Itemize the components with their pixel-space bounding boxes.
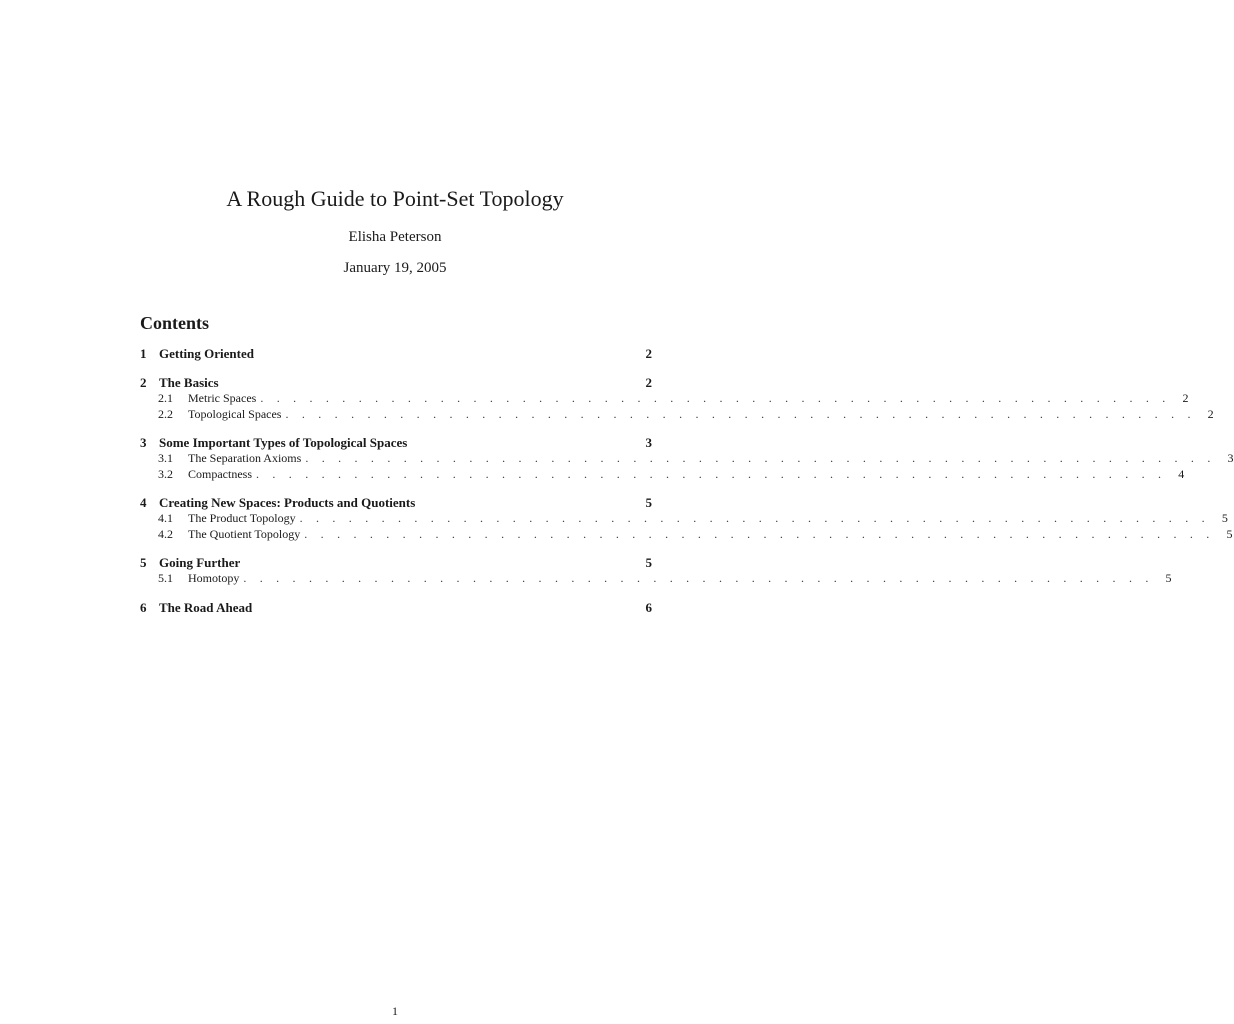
toc-section-number: 2 — [140, 375, 147, 390]
toc-leader-dots: . . . . . . . . . . . . . . . . . . . . . . . . . . . . . . . . . . . . . . . . . . . . . . . . . . . . . . . . — [285, 406, 1196, 421]
toc-subsection-page: 5 — [1165, 571, 1172, 585]
toc-section-page: 2 — [645, 346, 652, 361]
toc-subsection-page: 2 — [1207, 406, 1214, 421]
toc-section-1[interactable] — [140, 346, 652, 362]
toc-subsection-number: 5.1 — [158, 571, 173, 585]
toc-section-number: 3 — [140, 435, 147, 450]
toc-section-number: 6 — [140, 599, 147, 615]
toc-section-page: 3 — [645, 435, 652, 450]
toc-section-page: 5 — [645, 495, 652, 510]
toc-subsection-2-1[interactable] — [140, 391, 1189, 407]
contents-heading: Contents — [140, 313, 210, 333]
toc-leader-dots: . . . . . . . . . . . . . . . . . . . . . . . . . . . . . . . . . . . . . . . . . . . . . . . . . . . . . . . . — [243, 571, 1154, 585]
toc-section-2[interactable] — [140, 375, 652, 391]
toc-section-page: 2 — [645, 375, 652, 390]
toc-leader-dots: . . . . . . . . . . . . . . . . . . . . . . . . . . . . . . . . . . . . . . . . . . . . . . . . . . . . . . . . — [305, 451, 1216, 465]
toc-subsection-label: The Separation Axioms — [188, 451, 302, 465]
toc-subsection-number: 2.1 — [158, 391, 173, 405]
toc-section-label: Going Further — [159, 555, 241, 570]
page-number: 1 — [392, 1004, 398, 1018]
toc-subsection-number: 4.2 — [158, 526, 173, 541]
toc-subsection-2-2[interactable] — [140, 406, 1214, 423]
toc-section-label: Some Important Types of Topological Spaces — [159, 435, 408, 450]
document-title: A Rough Guide to Point-Set Topology — [226, 186, 564, 211]
toc-subsection-number: 3.2 — [158, 466, 173, 481]
toc-leader-dots: . . . . . . . . . . . . . . . . . . . . . . . . . . . . . . . . . . . . . . . . . . . . . . . . . . . . . . . . — [256, 466, 1167, 481]
toc-section-number: 1 — [140, 346, 147, 361]
toc-subsection-label: Topological Spaces — [188, 406, 282, 421]
toc-section-4[interactable] — [140, 495, 652, 511]
toc-subsection-page: 5 — [1221, 511, 1228, 525]
toc-subsection-number: 2.2 — [158, 406, 173, 421]
toc-subsection-page: 3 — [1227, 451, 1234, 465]
toc-subsection-label: The Quotient Topology — [188, 526, 301, 541]
toc-subsection-5-1[interactable] — [140, 571, 1172, 587]
toc-leader-dots: . . . . . . . . . . . . . . . . . . . . . . . . . . . . . . . . . . . . . . . . . . . . . . . . . . . . . . . . — [260, 391, 1171, 405]
toc-section-6[interactable] — [140, 600, 652, 616]
toc-section-page: 5 — [645, 555, 652, 570]
toc-subsection-label: Homotopy — [188, 571, 240, 585]
toc-section-page: 6 — [645, 599, 652, 615]
toc-subsection-3-2[interactable] — [140, 466, 1185, 483]
toc-section-3[interactable] — [140, 435, 652, 451]
toc-section-number: 4 — [140, 495, 147, 510]
toc-section-label: Getting Oriented — [159, 346, 254, 361]
document-author: Elisha Peterson — [348, 229, 442, 245]
toc-subsection-3-1[interactable] — [140, 451, 1234, 467]
table-of-contents — [140, 346, 1234, 616]
toc-subsection-page: 5 — [1226, 526, 1233, 541]
toc-section-label: The Road Ahead — [159, 599, 253, 615]
toc-subsection-page: 2 — [1182, 391, 1189, 405]
toc-subsection-number: 4.1 — [158, 511, 173, 525]
toc-leader-dots: . . . . . . . . . . . . . . . . . . . . . . . . . . . . . . . . . . . . . . . . . . . . . . . . . . . . . . . . — [304, 526, 1215, 541]
document-date: January 19, 2005 — [343, 260, 447, 276]
toc-subsection-page: 4 — [1178, 466, 1185, 481]
toc-subsection-label: The Product Topology — [188, 511, 296, 525]
toc-section-label: The Basics — [159, 375, 219, 390]
toc-subsection-label: Compactness — [188, 466, 252, 481]
toc-leader-dots: . . . . . . . . . . . . . . . . . . . . . . . . . . . . . . . . . . . . . . . . . . . . . . . . . . . . . . . . — [299, 511, 1210, 525]
toc-section-5[interactable] — [140, 555, 652, 571]
toc-subsection-number: 3.1 — [158, 451, 173, 465]
toc-subsection-label: Metric Spaces — [188, 391, 257, 405]
toc-section-label: Creating New Spaces: Products and Quotients — [159, 495, 416, 510]
toc-section-number: 5 — [140, 555, 147, 570]
toc-subsection-4-2[interactable] — [140, 526, 1233, 543]
toc-subsection-4-1[interactable] — [140, 511, 1228, 527]
